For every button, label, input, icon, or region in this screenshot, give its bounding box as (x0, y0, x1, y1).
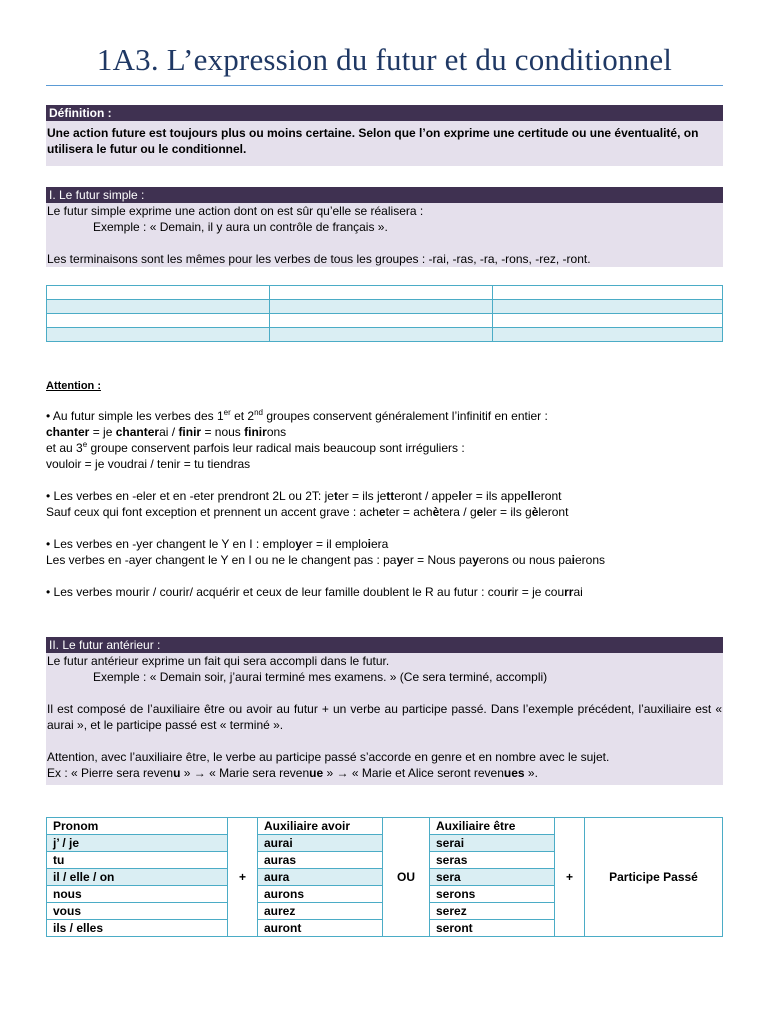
table-cell (493, 328, 723, 342)
futur-anterieur-section (46, 637, 723, 785)
table-cell (493, 286, 723, 300)
futur-anterieur-para3: Attention, avec l’auxiliaire être, le verbe au participe passé s’accorde en genre et en nombre avec le sujet. (47, 750, 610, 764)
table-cell (47, 286, 270, 300)
futur-anterieur-heading: II. Le futur antérieur : (46, 637, 723, 653)
row-etre: seront (430, 920, 555, 937)
attention-p1-line3: et au 3e groupe conservent parfois leur radical mais beaucoup sont irréguliers : (46, 440, 465, 455)
row-avoir: aura (258, 869, 383, 886)
futur-anterieur-line1: Le futur antérieur exprime un fait qui sera accompli dans le futur. (47, 654, 390, 668)
row-etre: sera (430, 869, 555, 886)
header-pronom: Pronom (47, 818, 228, 835)
attention-p1-line2: chanter = je chanterai / finir = nous finirons (46, 425, 287, 439)
futur-simple-example: Exemple : « Demain, il y aura un contrôle de français ». (93, 220, 388, 234)
futur-anterieur-body (46, 653, 723, 785)
table-cell (47, 300, 270, 314)
attention-p2-line1: • Les verbes en -eler et en -eter prendront 2L ou 2T: jeter = ils jetteront / appeler = ils appelleront (46, 489, 562, 503)
definition-text: Une action future est toujours plus ou moins certaine. Selon que l’on exprime une certitude ou une éventualité, on utilisera le futur ou le conditionnel. (46, 121, 723, 166)
conjugation-table (46, 817, 723, 937)
row-pronom: ils / elles (47, 920, 228, 937)
attention-p1-line1: • Au futur simple les verbes des 1er et 2nd groupes conservent généralement l’infinitif en entier : (46, 408, 548, 423)
table-cell (493, 300, 723, 314)
participe-passe-label: Participe Passé (585, 818, 723, 937)
futur-simple-line1: Le futur simple exprime une action dont on est sûr qu’elle se réalisera : (47, 204, 424, 218)
plus-sign-2: + (555, 818, 585, 937)
page-title: 1A3. L’expression du futur et du conditionnel (96, 42, 673, 77)
row-etre: serai (430, 835, 555, 852)
futur-simple-section (46, 187, 723, 267)
attention-p2-line2: Sauf ceux qui font exception et prennent un accent grave : acheter = achètera / geler = ils gèleront (46, 505, 569, 519)
row-avoir: auront (258, 920, 383, 937)
attention-p4-line1: • Les verbes mourir / courir/ acquérir et ceux de leur famille doublent le R au futur : courir = je courrai (46, 585, 583, 599)
table-cell (270, 328, 493, 342)
row-avoir: aurons (258, 886, 383, 903)
table-cell (47, 328, 270, 342)
definition-section (46, 105, 723, 166)
row-avoir: auras (258, 852, 383, 869)
title-rule (46, 85, 723, 86)
table-cell (270, 286, 493, 300)
attention-heading: Attention : (46, 380, 101, 392)
row-pronom: vous (47, 903, 228, 920)
table-cell (270, 314, 493, 328)
attention-p1-line4: vouloir = je voudrai / tenir = tu tiendras (46, 457, 251, 471)
row-etre: seras (430, 852, 555, 869)
futur-simple-heading: I. Le futur simple : (46, 187, 723, 203)
futur-simple-endings: Les terminaisons sont les mêmes pour les verbes de tous les groupes : -rai, -ras, -ra, -rons, -rez, -ront. (47, 252, 591, 266)
futur-anterieur-ex: Ex : « Pierre sera revenu » → « Marie sera revenue » → « Marie et Alice seront revenues ». (47, 766, 538, 780)
ou-label: OU (383, 818, 430, 937)
row-avoir: aurai (258, 835, 383, 852)
definition-heading: Définition : (46, 105, 723, 121)
futur-anterieur-example: Exemple : « Demain soir, j’aurai terminé mes examens. » (Ce sera terminé, accompli) (93, 670, 548, 684)
row-pronom: nous (47, 886, 228, 903)
empty-endings-table (46, 285, 723, 342)
row-pronom: il / elle / on (47, 869, 228, 886)
header-etre: Auxiliaire être (430, 818, 555, 835)
futur-anterieur-para2: Il est composé de l’auxiliaire être ou avoir au futur + un verbe au participe passé. Dans l’exemple précédent, l’auxiliaire est « aurai », et le participe passé est « terminé ». (47, 702, 722, 732)
plus-sign-1: + (228, 818, 258, 937)
attention-p3-line2: Les verbes en -ayer changent le Y en I ou ne le changent pas : payer = Nous payerons ou nous paierons (46, 553, 606, 567)
row-etre: serons (430, 886, 555, 903)
futur-simple-body (46, 203, 723, 267)
table-cell (270, 300, 493, 314)
attention-section (46, 378, 723, 600)
row-pronom: j’ / je (47, 835, 228, 852)
table-cell (493, 314, 723, 328)
table-cell (47, 314, 270, 328)
header-avoir: Auxiliaire avoir (258, 818, 383, 835)
row-avoir: aurez (258, 903, 383, 920)
row-etre: serez (430, 903, 555, 920)
row-pronom: tu (47, 852, 228, 869)
attention-p3-line1: • Les verbes en -yer changent le Y en I : employer = il emploiera (46, 537, 389, 551)
